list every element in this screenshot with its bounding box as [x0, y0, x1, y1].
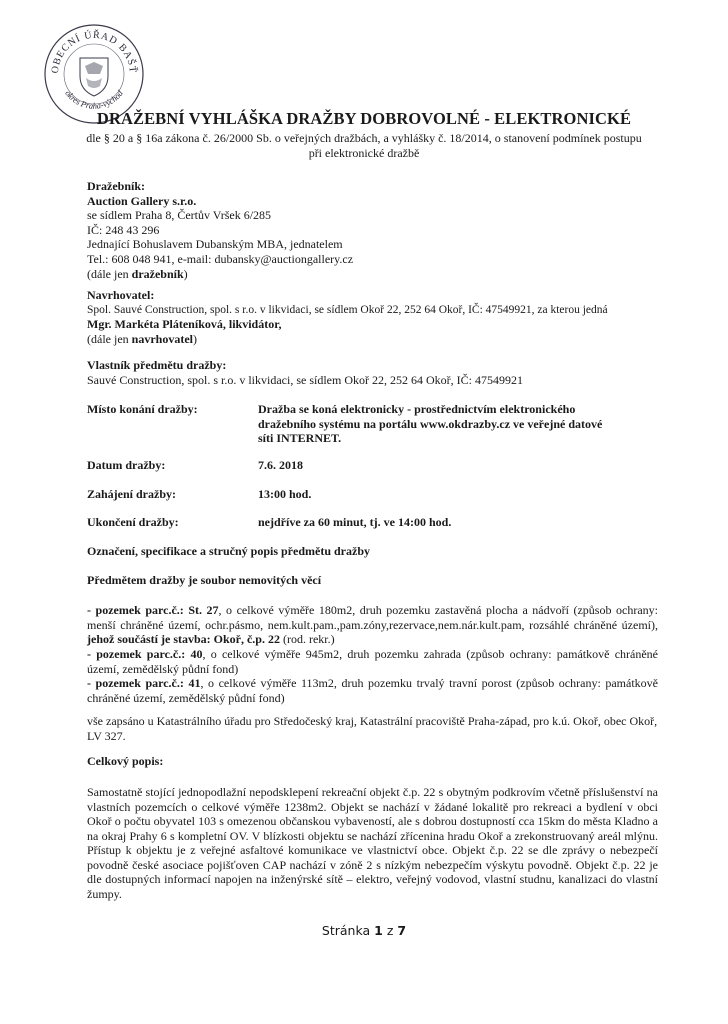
auctioneer-alias: (dále jen dražebník) — [87, 266, 188, 281]
coat-of-arms-icon — [80, 58, 108, 96]
proposer-line1: Spol. Sauvé Construction, spol. s r.o. v likvidaci, se sídlem Okoř 22, 252 64 Okoř, IČ: 47549921, za kterou jedná — [87, 303, 608, 316]
date-value: 7.6. 2018 — [258, 458, 303, 472]
spec-item-3: - pozemek parc.č.: 41, o celkové výměře 113m2, druh pozemku trvalý travní porost (způsob ochrany: památkově chráněné území, zemědělský půdní fond) — [87, 676, 658, 705]
auctioneer-ic: IČ: 248 43 296 — [87, 222, 160, 237]
start-label: Zahájení dražby: — [87, 487, 177, 501]
page-number: Stránka 1 z 7 — [321, 923, 407, 938]
owner-heading: Vlastník předmětu dražby: — [87, 358, 227, 372]
registry-note: vše zapsáno u Katastrálního úřadu pro Středočeský kraj, Katastrální pracoviště Praha-západ, pro k.ú. Okoř, obec Okoř, LV 327. — [87, 714, 658, 743]
proposer-heading: Navrhovatel: — [87, 288, 155, 302]
document-title: DRAŽEBNÍ VYHLÁŠKA DRAŽBY DOBROVOLNÉ - ELEKTRONICKÉ — [96, 109, 632, 128]
proposer-liquidator: Mgr. Markéta Pláteníková, likvidátor, — [87, 317, 282, 332]
auctioneer-contact: Tel.: 608 048 941, e-mail: dubansky@auctiongallery.cz — [87, 251, 354, 266]
end-value: nejdříve za 60 minut, tj. ve 14:00 hod. — [258, 515, 452, 529]
owner-line1: Sauvé Construction, spol. s r.o. v likvidaci, se sídlem Okoř 22, 252 64 Okoř, IČ: 47549921 — [87, 372, 523, 387]
proposer-section — [87, 288, 658, 346]
document-subtitle: dle § 20 a § 16a zákona č. 26/2000 Sb. o veřejných dražbách, a vyhlášky č. 18/2014, o stanovení podmínek postupu při elektronické dražbě — [86, 131, 642, 160]
description-text: Samostatně stojící jednopodlažní nepodsklepení rekreační objekt č.p. 22 s obytným podkrovím včetně příslušenství na vlastních pozemcích o celkové výměře 1238m2. Objekt se nachází v žádané lokalitě pro rekreaci a bydlení v obci Okoř o počtu obyvatel 103 s omezenou občanskou vybaveností, ale s dobrou dostupností cca 15km do města Kladno a na okraj Prahy 6 s kompletní OV. V blízkosti objektu se nachází zřícenina hradu Okoř a zrekonstruovaný areál mlýnu. Přístup k objektu je z veřejné asfaltové komunikace ve vlastnictví obce. Objekt č.p. 22 se dle zprávy o nebezpečí povodně české asociace pojišťoven CAP nachází v zóně 2 s nízkým nebezpečím výskytu povodně. Objekt č.p. 22 je dle dostupných informací napojen na inženýrské sítě – elektro, veřejný vodovod, vlastní studnu, kanalizaci do vlastní žumpy. — [87, 785, 658, 901]
auctioneer-address: se sídlem Praha 8, Čertův Vršek 6/285 — [87, 208, 272, 223]
place-label: Místo konání dražby: — [87, 402, 198, 416]
owner-section — [87, 358, 658, 387]
svg-text:okres Praha-východ — [63, 88, 125, 111]
proposer-alias: (dále jen navrhovatel) — [87, 331, 197, 346]
description-heading: Celkový popis: — [87, 754, 164, 768]
end-row — [87, 515, 658, 531]
spec-item-1: - pozemek parc.č.: St. 27, o celkové výměře 180m2, druh pozemku zastavěná plocha a nádvoří (způsob ochrany: menší chráněné území, ochr.pásmo, nem.kult.pam.,pam.zóny,rezervace,nem.nár.kult.pam, rozsáhlé chráněné území), jehož součástí je stavba: Okoř, č.p. 22 (rod. rekr.) — [87, 603, 658, 647]
date-label: Datum dražby: — [87, 458, 166, 472]
auctioneer-section — [87, 179, 658, 281]
spec-subheading: Předmětem dražby je soubor nemovitých věcí — [87, 573, 322, 587]
auctioneer-heading: Dražebník: — [87, 179, 145, 193]
place-value: Dražba se koná elektronicky - prostřednictvím elektronického dražebního systému na portálu www.okdrazby.cz ve veřejné datové síti INTERNET. — [258, 402, 603, 446]
start-row — [87, 487, 658, 503]
spec-item-2: - pozemek parc.č.: 40, o celkové výměře 945m2, druh pozemku zahrada (způsob ochrany: památkově chráněné území, zemědělský půdní fond) — [87, 647, 658, 676]
auctioneer-representative: Jednající Bohuslavem Dubanským MBA, jednatelem — [87, 237, 343, 252]
start-value: 13:00 hod. — [258, 487, 312, 501]
date-row — [87, 458, 658, 474]
end-label: Ukončení dražby: — [87, 515, 179, 529]
spec-heading: Označení, specifikace a stručný popis předmětu dražby — [87, 544, 370, 558]
auctioneer-name: Auction Gallery s.r.o. — [87, 193, 197, 208]
stamp-top-text: OBECNÍ ÚŘAD BAŠŤ — [49, 29, 139, 75]
stamp-bottom-text: okres Praha-východ — [63, 88, 125, 111]
place-row — [87, 402, 658, 462]
